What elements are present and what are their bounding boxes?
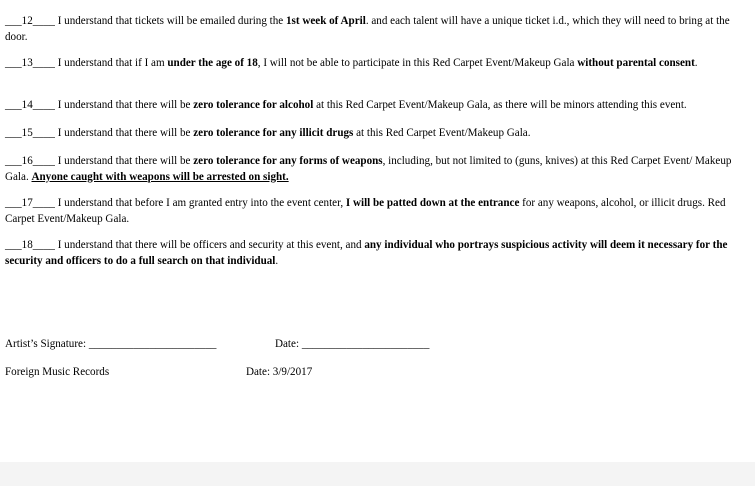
signature-date-line[interactable]: _______________________: [301, 338, 430, 350]
term-text: I understand that if I am: [57, 57, 168, 69]
item-number: 17: [21, 197, 33, 209]
term-text: . and each talent will have a unique ticket i.d., which they will need to bring at the door.: [5, 15, 730, 43]
term-item-14: [5, 98, 751, 114]
term-item-13: [5, 56, 751, 72]
term-text: I understand that before I am granted entry into the event center,: [57, 197, 346, 209]
term-text: I understand that there will be officers and security at this event, and: [57, 239, 365, 251]
blank-line: ____: [32, 57, 58, 69]
item-number: 14: [21, 99, 33, 111]
term-item-18: [5, 238, 751, 269]
term-text: 1st week of April: [286, 15, 366, 27]
blank-line: ___: [5, 15, 22, 27]
term-text: .: [694, 57, 698, 69]
term-text: I will be patted down at the entrance: [345, 197, 520, 209]
blank-line: ___: [5, 99, 22, 111]
term-text: Anyone caught with weapons will be arrested on sight.: [31, 170, 289, 183]
term-text: I understand that tickets will be emailed during the: [57, 15, 286, 27]
term-text: at this Red Carpet Event/Makeup Gala.: [353, 127, 531, 139]
signature-date-label: Date:: [275, 338, 302, 350]
term-item-16: [5, 154, 751, 185]
term-text: I understand that there will be: [57, 127, 194, 139]
term-text: I understand that there will be: [57, 99, 194, 111]
artist-signature-line[interactable]: _______________________: [88, 338, 217, 350]
term-text: for any weapons, alcohol, or illicit drugs. Red Carpet Event/Makeup Gala.: [5, 197, 726, 225]
item-number: 12: [21, 15, 33, 27]
blank-line: ___: [5, 239, 22, 251]
term-text: any individual who portrays suspicious activity will deem it necessary for the security and officers to do a full search on that individual: [5, 239, 728, 267]
blank-line: ___: [5, 197, 22, 209]
blank-line: ____: [32, 155, 58, 167]
company-name: Foreign Music Records: [5, 366, 110, 378]
term-text: , I will not be able to participate in this Red Carpet Event/Makeup Gala: [257, 57, 578, 69]
term-text: at this Red Carpet Event/Makeup Gala, as there will be minors attending this event.: [313, 99, 687, 111]
term-text: without parental consent: [577, 57, 695, 69]
term-text: , including, but not limited to (guns, knives) at this Red Carpet Event/ Makeup Gala.: [5, 155, 732, 183]
blank-line: ____: [32, 15, 58, 27]
term-text: zero tolerance for alcohol: [193, 99, 314, 111]
issued-date: Date: 3/9/2017: [246, 366, 313, 378]
term-item-15: [5, 126, 751, 142]
item-number: 13: [21, 57, 33, 69]
item-number: 18: [21, 239, 33, 251]
term-item-17: [5, 196, 751, 227]
term-text: zero tolerance for any forms of weapons: [193, 155, 383, 167]
blank-line: ____: [32, 99, 58, 111]
blank-line: ___: [5, 127, 22, 139]
item-number: 16: [21, 155, 33, 167]
term-text: under the age of 18: [167, 57, 258, 69]
blank-line: ___: [5, 155, 22, 167]
blank-line: ____: [32, 127, 58, 139]
term-text: I understand that there will be: [57, 155, 194, 167]
term-text: .: [275, 254, 279, 267]
term-item-12: [5, 14, 751, 45]
signature-date-field[interactable]: [275, 337, 429, 352]
blank-line: ____: [32, 239, 58, 251]
blank-line: ____: [32, 197, 58, 209]
term-text: zero tolerance for any illicit drugs: [193, 127, 354, 139]
artist-signature-field[interactable]: [5, 337, 216, 352]
item-number: 15: [21, 127, 33, 139]
blank-line: ___: [5, 57, 22, 69]
artist-signature-label: Artist’s Signature:: [5, 338, 89, 350]
